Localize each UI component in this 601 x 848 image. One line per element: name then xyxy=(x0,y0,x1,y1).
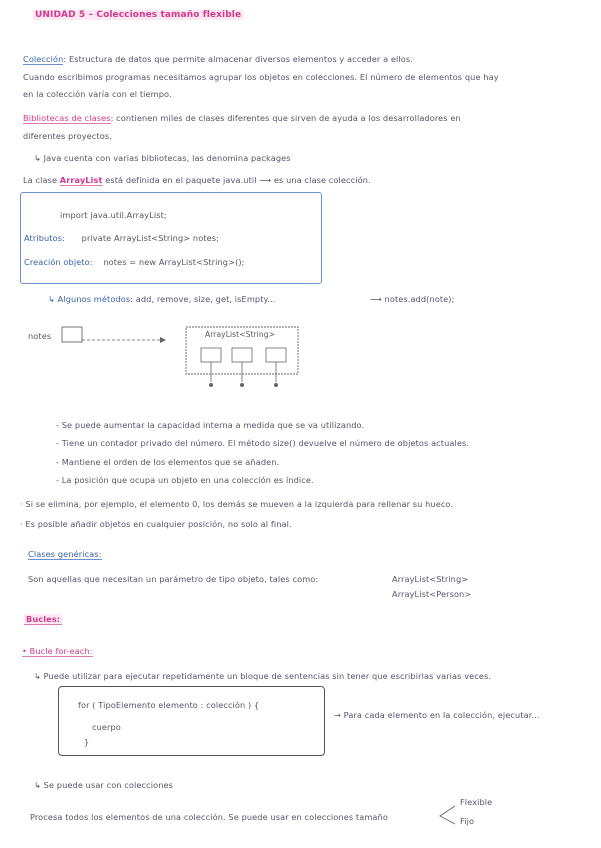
bucles-last: Procesa todos los elementos de una colección. Se puede usar en colecciones tamaño xyxy=(30,812,388,822)
note-1: · Si se elimina, por ejemplo, el elemento 0, los demás se mueven a la izquierda para rellenar su hueco. xyxy=(20,499,454,509)
metodos-example: ⟶ notes.add(note); xyxy=(370,294,455,304)
coleccion-term: Colección xyxy=(23,54,64,64)
bullet-4: - La posición que ocupa un objeto en una colección es índice. xyxy=(56,475,314,485)
bibliotecas-sub: ↳ Java cuenta con varias bibliotecas, las denomina packages xyxy=(34,153,291,163)
arraylist-intro: La clase ArrayList está definida en el paquete java.util ⟶ es una clase colección. xyxy=(23,175,371,185)
coleccion-line-3: en la colección varía con el tiempo. xyxy=(23,89,172,99)
coleccion-line-2: Cuando escribimos programas necesitamos agrupar los objetos en colecciones. El número de elementos que hay xyxy=(23,72,499,82)
genericas-line: Son aquellas que necesitan un parámetro de tipo objeto, tales como: xyxy=(28,574,319,584)
foreach-code-line: for ( TipoElemento elemento : colección ) { xyxy=(78,700,260,710)
foreach-arrow-note: → Para cada elemento en la colección, ejecutar... xyxy=(334,710,540,720)
page-title: UNIDAD 5 – Colecciones tamaño flexible xyxy=(35,10,242,20)
option-flexible: Flexible xyxy=(460,797,493,807)
bibliotecas-term: Bibliotecas de clases xyxy=(23,113,111,123)
coleccion-line-1: Colección: Estructura de datos que permite almacenar diversos elementos y acceder a ellos. xyxy=(23,54,413,64)
metodos-line: ↳ Algunos métodos: add, remove, size, get, isEmpty... xyxy=(48,294,276,304)
note-2: · Es posible añadir objetos en cualquier posición, no solo al final. xyxy=(20,519,292,529)
import-line: import java.util.ArrayList; xyxy=(60,210,167,220)
diagram-notes-label: notes xyxy=(28,331,52,341)
bullet-3: - Mantiene el orden de los elementos que se añaden. xyxy=(56,457,280,467)
atributos-line: Atributos: private ArrayList<String> notes; xyxy=(24,233,219,243)
foreach-label: • Bucle for-each: xyxy=(22,646,93,656)
foreach-desc: ↳ Puede utilizar para ejecutar repetidamente un bloque de sentencias sin tener que escribirlas varias veces. xyxy=(34,671,492,681)
bibliotecas-line-1: Bibliotecas de clases: contienen miles de clases diferentes que sirven de ayuda a los desarrolladores en xyxy=(23,113,461,123)
arraylist-name: ArrayList xyxy=(59,175,103,185)
foreach-code-body: cuerpo xyxy=(92,722,121,732)
foreach-code-close: } xyxy=(84,737,90,747)
genericas-example-2: ArrayList<Person> xyxy=(392,589,472,599)
genericas-example-1: ArrayList<String> xyxy=(392,574,469,584)
option-fijo: Fijo xyxy=(460,816,475,826)
bibliotecas-line-2: diferentes proyectos. xyxy=(23,131,112,141)
bullet-2: - Tiene un contador privado del número. El método size() devuelve el número de objetos actuales. xyxy=(56,438,470,448)
creacion-line: Creación objeto: notes = new ArrayList<String>(); xyxy=(24,257,245,267)
genericas-term: Clases genéricas: xyxy=(28,549,102,559)
bucles-heading: Bucles: xyxy=(26,614,61,624)
diagram-box-label: ArrayList<String> xyxy=(205,330,275,339)
bullet-1: - Se puede aumentar la capacidad interna a medida que se va utilizando. xyxy=(56,420,365,430)
bucles-sub: ↳ Se puede usar con colecciones xyxy=(34,780,174,790)
